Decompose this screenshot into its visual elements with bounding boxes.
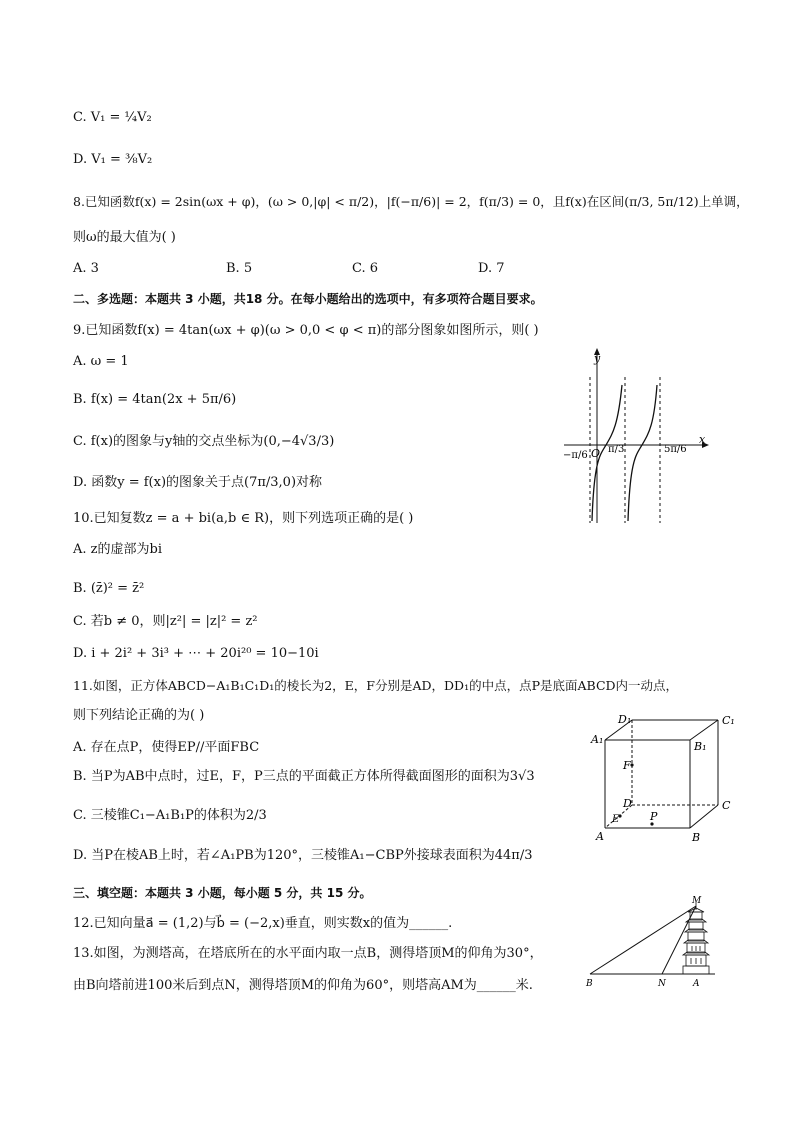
q8-option-d: D. 7: [478, 261, 505, 276]
q7-option-d: D. V₁ = ⅜V₂: [73, 152, 153, 167]
graph-x-label: x: [699, 433, 706, 446]
q10-option-c: C. 若b ≠ 0，则|z²| = |z|² = z²: [73, 614, 258, 629]
q13-stem-2: 由B向塔前进100米后到点N，测得塔顶M的仰角为60°，则塔高AM为______米.: [73, 978, 533, 993]
cube-label-b: B: [692, 831, 701, 844]
tan-graph: [560, 345, 710, 525]
section-3-heading: 三、填空题：本题共 3 小题，每小题 5 分，共 15 分。: [73, 886, 372, 900]
q13-stem: 13.如图，为测塔高，在塔底所在的水平面内取一点B，测得塔顶M的仰角为30°，: [73, 946, 543, 961]
q8-stem: 8.已知函数f(x) = 2sin(ωx + φ)，(ω > 0,|φ| < π/2)，|f(−π/6)| = 2，f(π/3) = 0，且f(x)在区间(π/3, 5π/12)上单调，: [73, 194, 749, 209]
cube-label-c1: C₁: [722, 714, 735, 727]
tower-figure: [580, 896, 730, 992]
q9-option-d: D. 函数y = f(x)的图象关于点(7π/3,0)对称: [73, 475, 323, 490]
cube-label-e: E: [612, 814, 620, 825]
q7-option-c: C. V₁ = ¼V₂: [73, 110, 152, 125]
q10-option-d: D. i + 2i² + 3i³ + ⋯ + 20i²⁰ = 10−10i: [73, 646, 319, 661]
q9-option-b: B. f(x) = 4tan(2x + 5π/6): [73, 392, 237, 407]
cube-figure: [590, 710, 740, 850]
q11-option-d: D. 当P在棱AB上时，若∠A₁PB为120°，三棱锥A₁−CBP外接球表面积为44π/3: [73, 848, 533, 863]
tower-label-b: B: [586, 979, 593, 989]
q8-option-c: C. 6: [352, 261, 379, 276]
graph-tick-5pi-6: 5π/6: [664, 444, 687, 455]
q10-option-a: A. z的虚部为bi: [73, 542, 162, 557]
cube-label-b1: B₁: [694, 740, 707, 753]
graph-origin-label: O: [591, 447, 601, 460]
q11-option-a: A. 存在点P，使得EP//平面FBC: [73, 740, 260, 755]
q8-option-a: A. 3: [73, 261, 99, 276]
graph-tick-pi-3: π/3: [608, 444, 625, 455]
q8-option-b: B. 5: [226, 261, 253, 276]
q9-stem: 9.已知函数f(x) = 4tan(ωx + φ)(ω > 0,0 < φ < π)的部分图象如图所示，则( ): [73, 323, 539, 338]
q11-option-b: B. 当P为AB中点时，过E，F，P三点的平面截正方体所得截面图形的面积为3√3: [73, 769, 535, 784]
q11-stem: 11.如图，正方体ABCD−A₁B₁C₁D₁的棱长为2，E，F分别是AD，DD₁的中点，点P是底面ABCD内一动点，: [73, 678, 679, 693]
tower-label-a: A: [693, 979, 700, 989]
section-2-heading: 二、多选题：本题共 3 小题，共18 分。在每小题给出的选项中，有多项符合题目要求。: [73, 292, 543, 306]
cube-label-a: A: [596, 830, 604, 843]
cube-label-a1: A₁: [591, 733, 604, 746]
graph-tick-neg-pi-6: −π/6: [563, 450, 588, 461]
pagoda-icon: [683, 902, 709, 974]
q9-option-a: A. ω = 1: [73, 354, 129, 369]
cube-label-d: D: [623, 797, 632, 810]
q11-option-c: C. 三棱锥C₁−A₁B₁P的体积为2/3: [73, 808, 267, 823]
q9-option-c: C. f(x)的图象与y轴的交点坐标为(0,−4√3/3): [73, 434, 335, 449]
tower-label-m: M: [692, 896, 702, 906]
q12-stem: 12.已知向量a⃗ = (1,2)与b⃗ = (−2,x)垂直，则实数x的值为______.: [73, 916, 453, 931]
q10-option-b: B. (z̄)² = z̄²: [73, 581, 145, 596]
tower-label-n: N: [658, 979, 666, 989]
cube-label-d1: D₁: [618, 713, 632, 726]
cube-label-c: C: [722, 799, 731, 812]
q11-stem-2: 则下列结论正确的为( ): [73, 708, 205, 723]
cube-label-p: P: [650, 810, 658, 823]
cube-label-f: F: [623, 759, 631, 772]
graph-y-label: y: [594, 352, 601, 365]
q10-stem: 10.已知复数z = a + bi(a,b ∈ R)，则下列选项正确的是( ): [73, 511, 414, 526]
q8-stem-2: 则ω的最大值为( ): [73, 230, 176, 245]
